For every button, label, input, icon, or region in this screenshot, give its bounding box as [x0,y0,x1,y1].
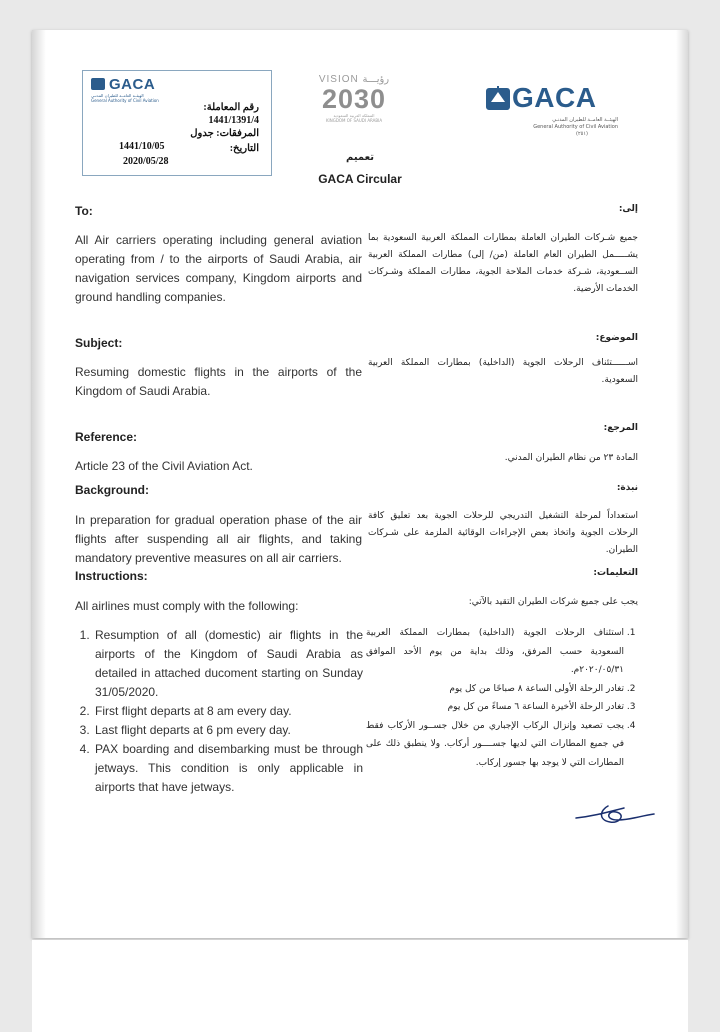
instructions-list-en [75,626,363,797]
instructions-label-en: Instructions: [75,569,148,583]
page-edge-shadow [676,30,688,938]
circular-title-ar: تعميم [345,152,375,163]
stamp-logo-sub-ar: الهيئــة العامــة للطيران المدنـي [91,93,144,98]
vision-title-ar: رؤيـــة [362,74,390,85]
transaction-stamp [82,70,272,176]
instruction-item-en: 4. PAX boarding and disembarking must be through jetways. This condition is only applicable in airports that have jetways. [93,740,363,797]
vision-sub-en: KINGDOM OF SAUDI ARABIA [325,118,383,123]
instruction-item-en: 3. Last flight departs at 6 pm every day. [93,721,363,740]
stamp-logo-sub-en: General Authority of Civil Aviation [91,98,159,103]
gaca-emblem-icon [486,84,510,110]
instruction-item-ar: 1. استئناف الرحلات الجوية (الداخلية) بمطارات المملكة العربية السعودية حسب المرفق، وذلك بداية من يوم الأحد الموافق ٢٠٢٠/٠٥/٣١م. [366,624,624,680]
gaca-logo-subtitle [486,117,618,138]
attach-label: المرفقات: جدول [190,128,259,139]
background-label-ar: نبذة: [616,483,638,493]
gaca-logo [486,84,620,114]
reference-text-en: Article 23 of the Civil Aviation Act. [75,459,253,473]
to-label-en: To: [75,204,93,218]
instruction-item-ar: 3. تغادر الرحلة الأخيرة الساعة ٦ مساءً من كل يوم [366,698,624,717]
reference-text-ar: المادة ٢٣ من نظام الطيران المدني. [504,453,638,463]
instruction-item-ar: 4. يجب تصعيد وإنزال الركاب الإجباري من خلال جســور الأركاب فقط في جميع المطارات التي لديها جســــور أركاب. ولا ينطبق ذلك على المطارات التي لا يوجد بها جسور إركاب. [366,717,624,773]
date-label: التاريخ: [229,143,259,154]
reference-label-en: Reference: [75,430,138,444]
subject-label-ar: الموضوع: [595,333,638,343]
subject-text-ar: اســــــتئناف الرحلات الجوية (الداخلية) بمطارات المملكة العربية السعودية. [368,358,638,385]
vision-sub-ar: المملكة العربية السعودية [333,113,375,118]
date-hijri: 1441/10/05 [119,141,165,152]
circular-title-en: GACA Circular [318,172,402,186]
instructions-list-ar [366,624,638,772]
instruction-item-ar: 2. تغادر الرحلة الأولى الساعة ٨ صباحًا من كل يوم [366,680,624,699]
signature [574,800,656,828]
background-text-ar: استعداداً لمرحلة التشغيل التدريجي للرحلات الجوية بعد تعليق كافة الرحلات الجوية واتخاذ بعض الإجراءات الوقائية الملزمة على شـركات الطيران. [368,511,638,555]
gaca-emblem-icon [91,78,105,90]
ref-label: رقم المعاملة: [203,102,259,113]
to-text-en: All Air carriers operating including general aviation operating from / to the airports of Saudi Arabia, air navigation services company, Kingdom airports and ground handling companies. [75,233,362,304]
gaca-logo-code: (٢٥١) [576,131,588,137]
background-text-en: In preparation for gradual operation phase of the air flights after suspending all air flights, and taking mandatory preventive measures on all air carriers. [75,513,362,565]
instructions-label-ar: التعليمات: [593,568,638,578]
vision-2030-logo [306,74,402,123]
reference-label-ar: المرجع: [603,423,638,433]
instructions-intro-ar: يجب على جميع شركات الطيران التقيد بالآتي: [468,597,638,607]
to-text-ar: جميع شـركات الطيران العاملة بمطارات المملكة العربية السعودية بما يشـــــمل الطيران العام العاملة (من/ إلى) مطارات المملكة العربية الســعودية، شـركة خدمات الملاحة الجوية، مطارات المملكة وشـركات الخدمات الأرضية. [368,233,638,294]
gaca-logo-sub-ar: الهيئــة العامــة للطيران المدنـي [552,117,618,123]
subject-text-en: Resuming domestic flights in the airports of the Kingdom of Saudi Arabia. [75,365,362,398]
vision-title: VISION [318,74,359,85]
date-gregorian: 2020/05/28 [123,156,169,167]
instruction-item-en: 2. First flight departs at 8 am every day. [93,702,363,721]
vision-year: 2030 [321,84,387,114]
instructions-intro-en: All airlines must comply with the following: [75,599,299,613]
gaca-logo-sub-en: General Authority of Civil Aviation [533,124,618,130]
background-label-en: Background: [75,483,150,497]
subject-label-en: Subject: [75,336,123,350]
blank-area [32,940,688,1032]
stamp-fields [119,101,259,168]
stamp-logo: GACA [109,76,156,93]
instruction-item-en: 1. Resumption of all (domestic) air flights in the airports of the Kingdom of Saudi Arabia as detailed in attached ducoment starting on Sunday 31/05/2020. [93,626,363,702]
gaca-logo-word: GACA [512,82,597,113]
to-label-ar: إلى: [618,204,638,214]
ref-value: 1441/1391/4 [208,115,259,126]
page-edge-shadow [32,30,46,938]
